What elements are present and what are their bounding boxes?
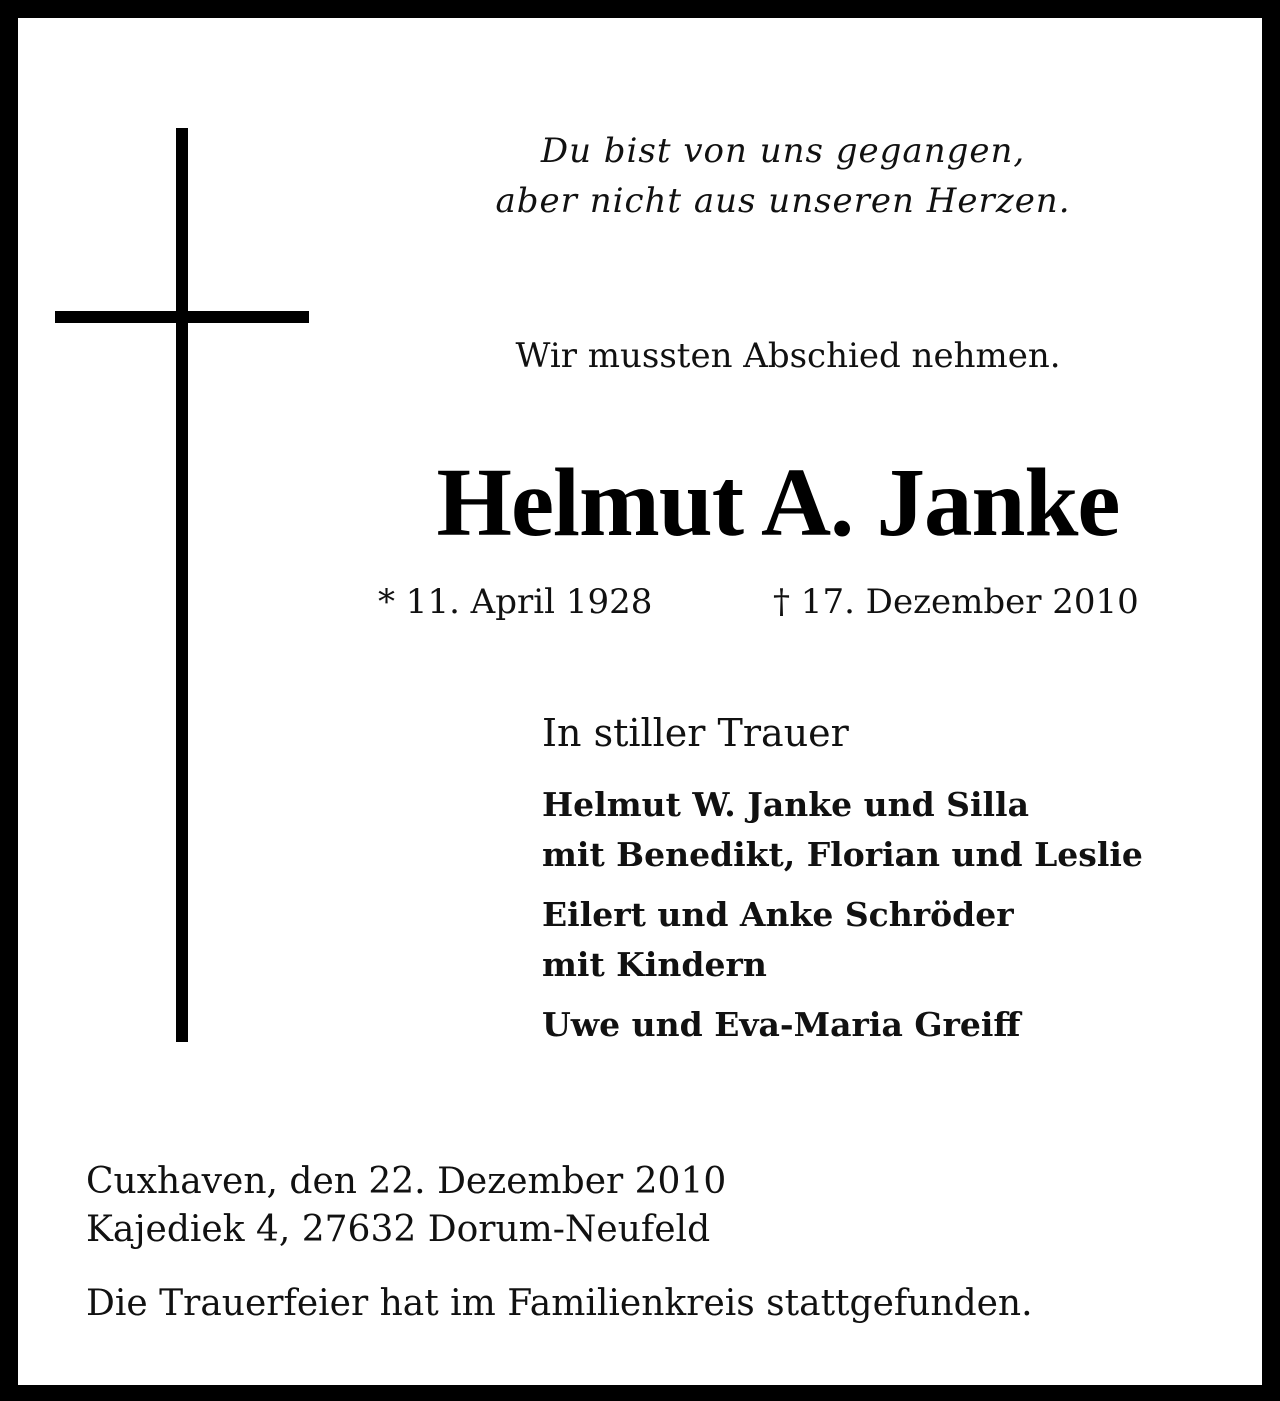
mourning-intro: In stiller Trauer	[542, 711, 849, 755]
motto-line-1: Du bist von uns gegangen,	[540, 131, 1026, 171]
motto-line-2: aber nicht aus unseren Herzen.	[495, 181, 1071, 221]
death-date: † 17. Dezember 2010	[773, 582, 1139, 622]
mourner-line: Uwe und Eva-Maria Greiff	[542, 1005, 1021, 1044]
birth-date: * 11. April 1928	[378, 582, 653, 622]
cross-vertical-bar	[176, 128, 188, 1042]
mourner-line: mit Benedikt, Florian und Leslie	[542, 835, 1143, 874]
ceremony-note: Die Trauerfeier hat im Familienkreis stattgefunden.	[86, 1283, 1033, 1324]
mourner-line: Eilert und Anke Schröder	[542, 895, 1014, 934]
mourner-line: mit Kindern	[542, 945, 767, 984]
motto	[418, 126, 1148, 226]
mourner-line: Helmut W. Janke und Silla	[542, 785, 1029, 824]
mourner-group	[542, 1000, 1143, 1050]
place-and-date: Cuxhaven, den 22. Dezember 2010	[86, 1161, 727, 1202]
deceased-name: Helmut A. Janke	[436, 449, 1120, 556]
mourner-group	[542, 890, 1143, 990]
mourners-list	[542, 780, 1143, 1060]
cross-horizontal-bar	[55, 311, 309, 323]
address: Kajediek 4, 27632 Dorum-Neufeld	[86, 1209, 711, 1250]
mourner-group	[542, 780, 1143, 880]
farewell-text: Wir mussten Abschied nehmen.	[515, 336, 1061, 376]
